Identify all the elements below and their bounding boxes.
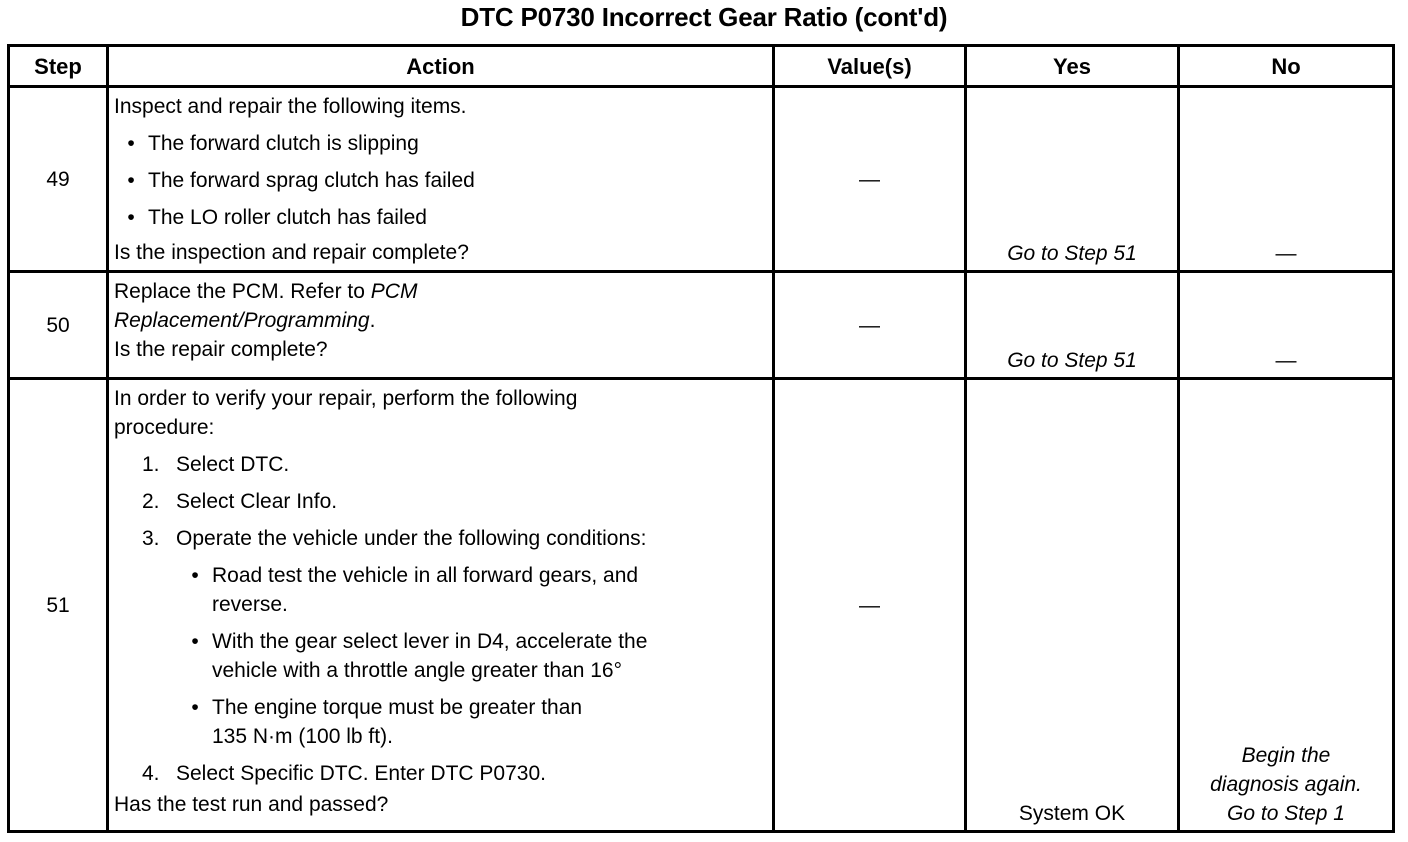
col-header-step: Step — [9, 46, 108, 87]
no-cell: — — [1179, 272, 1394, 379]
action-intro: Replace the PCM. Refer to — [114, 280, 365, 303]
col-header-no: No — [1179, 46, 1394, 87]
value-cell: — — [774, 87, 966, 272]
bullet-icon: • — [127, 132, 135, 155]
list-item: 3. Operate the vehicle under the following conditions: — [142, 527, 647, 550]
value-cell: — — [774, 379, 966, 832]
bullet-icon: • — [191, 630, 199, 653]
bullet-icon: • — [191, 696, 199, 719]
action-cell — [108, 379, 774, 832]
table-row — [9, 272, 1394, 379]
step-number: 49 — [9, 87, 108, 272]
col-header-yes: Yes — [966, 46, 1179, 87]
col-header-action: Action — [108, 46, 774, 87]
action-question: Is the inspection and repair complete? — [114, 241, 469, 264]
action-intro-cont: procedure: — [114, 416, 215, 439]
table-row — [9, 87, 1394, 272]
bullet-icon: • — [191, 564, 199, 587]
bullet-icon: • — [127, 169, 135, 192]
list-item: 2. Select Clear Info. — [142, 490, 338, 513]
page-title: DTC P0730 Incorrect Gear Ratio (cont'd) — [460, 2, 948, 32]
col-header-values: Value(s) — [774, 46, 966, 87]
diagnostic-table — [7, 44, 1395, 833]
no-cell: — — [1179, 87, 1394, 272]
reference-link: PCM — [370, 280, 418, 303]
action-question: Has the test run and passed? — [114, 793, 389, 816]
bullet-icon: • — [127, 206, 135, 229]
list-item: • The forward sprag clutch has failed — [114, 166, 768, 195]
no-cell: Begin the diagnosis again. Go to Step 1 — [1179, 379, 1394, 832]
action-intro: Inspect and repair the following items. — [114, 95, 467, 118]
action-question: Is the repair complete? — [114, 338, 328, 361]
table-row — [9, 379, 1394, 832]
sub-list-item: • Road test the vehicle in all forward gears, and reverse. — [114, 561, 768, 619]
reference-link-cont: Replacement/Programming — [114, 309, 370, 332]
action-cell: Replace the PCM. Refer to PCM Replacement/Programming. Is the repair complete? — [108, 272, 774, 379]
list-item: • The forward clutch is slipping — [114, 129, 768, 158]
list-item: • The LO roller clutch has failed — [114, 203, 768, 232]
sub-list-item: • The engine torque must be greater than 135 N·m (100 lb ft). — [114, 693, 768, 751]
list-item: 4. Select Specific DTC. Enter DTC P0730. — [142, 762, 546, 785]
yes-cell: Go to Step 51 — [966, 87, 1179, 272]
table-header-row — [9, 46, 1394, 87]
step-number: 51 — [9, 379, 108, 832]
action-cell — [108, 87, 774, 272]
value-cell: — — [774, 272, 966, 379]
sub-list-item: • With the gear select lever in D4, accelerate the vehicle with a throttle angle greater than 16° — [114, 627, 768, 685]
yes-cell: Go to Step 51 — [966, 272, 1179, 379]
list-item: 1. Select DTC. — [142, 453, 290, 476]
step-number: 50 — [9, 272, 108, 379]
yes-cell: System OK — [966, 379, 1179, 832]
action-intro: In order to verify your repair, perform the following — [114, 387, 578, 410]
